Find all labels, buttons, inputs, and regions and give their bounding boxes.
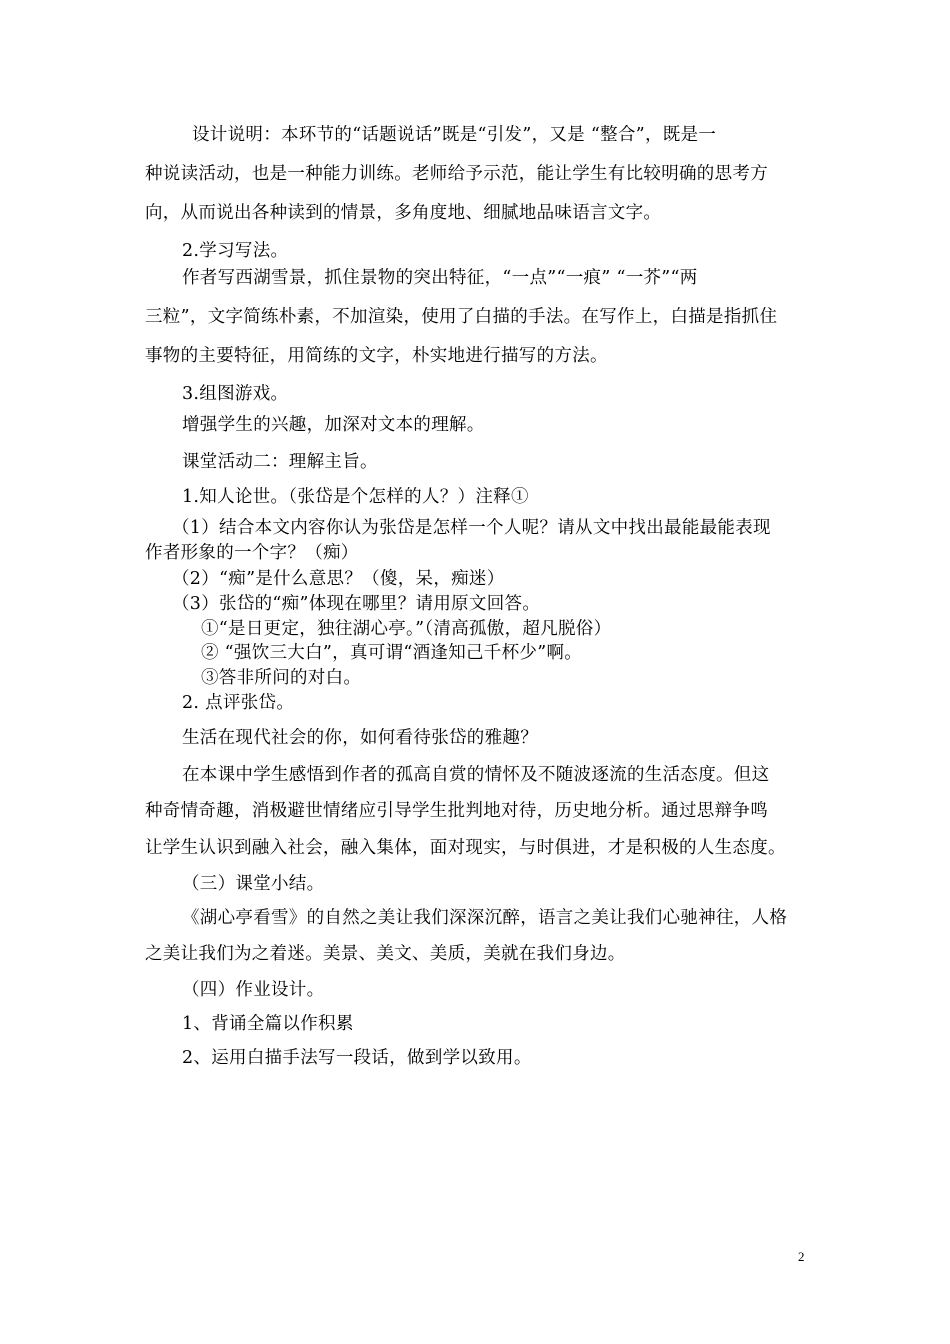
text-line: 在本课中学生感悟到作者的孤高自赏的情怀及不随波逐流的生活态度。但这 xyxy=(182,765,770,785)
text-line: 1.知人论世。（张岱是个怎样的人？）注释① xyxy=(182,487,529,507)
text-line: ③答非所问的对白。 xyxy=(201,668,362,688)
text-line: 2. 点评张岱。 xyxy=(182,693,295,713)
text-line: 设计说明：本环节的“话题说话”既是“引发”，又是 “整合”，既是一 xyxy=(192,125,717,145)
text-line: 《湖心亭看雪》的自然之美让我们深深沉醉，语言之美让我们心驰神往，人格 xyxy=(182,908,788,928)
text-line: （1）结合本文内容你认为张岱是怎样一个人呢？请从文中找出最能最能表现 xyxy=(172,518,771,538)
text-line: 增强学生的兴趣，加深对文本的理解。 xyxy=(182,415,485,435)
text-line: ② “强饮三大白”，真可谓“酒逢知己千杯少”啊。 xyxy=(201,643,583,663)
text-line: 作者写西湖雪景，抓住景物的突出特征，“一点”“一痕” “一芥”“两 xyxy=(182,268,698,288)
text-line: 事物的主要特征，用简练的文字，朴实地进行描写的方法。 xyxy=(145,346,608,366)
text-line: 三粒”，文字简练朴素，不加渲染，使用了白描的手法。在写作上，白描是指抓住 xyxy=(145,307,778,327)
text-line: （2）“痴”是什么意思？（傻，呆，痴迷） xyxy=(172,569,505,589)
text-line: 让学生认识到融入社会，融入集体，面对现实，与时俱进，才是积极的人生态度。 xyxy=(145,838,786,858)
text-line: （3）张岱的“痴”体现在哪里？请用原文回答。 xyxy=(172,594,541,614)
text-line: 种说读活动，也是一种能力训练。老师给予示范，能让学生有比较明确的思考方 xyxy=(145,164,768,184)
text-line: 向，从而说出各种读到的情景，多角度地、细腻地品味语言文字。 xyxy=(145,203,662,223)
text-line: （四）作业设计。 xyxy=(182,980,325,1000)
page-number: 2 xyxy=(798,1249,805,1264)
text-line: 3.组图游戏。 xyxy=(182,384,289,404)
text-line: 种奇情奇趣，消极避世情绪应引导学生批判地对待，历史地分析。通过思辩争鸣 xyxy=(145,801,768,821)
text-line: 作者形象的一个字？（痴） xyxy=(145,543,359,563)
text-line: 2.学习写法。 xyxy=(182,241,289,261)
text-line: 2、运用白描手法写一段话，做到学以致用。 xyxy=(182,1048,532,1068)
text-line: 生活在现代社会的你，如何看待张岱的雅趣？ xyxy=(182,728,538,748)
text-line: 课堂活动二：理解主旨。 xyxy=(182,452,378,472)
text-line: （三）课堂小结。 xyxy=(182,874,325,894)
text-line: 1、背诵全篇以作积累 xyxy=(182,1014,354,1034)
text-line: ①“是日更定，独往湖心亭。”（清高孤傲，超凡脱俗） xyxy=(201,619,612,639)
text-line: 之美让我们为之着迷。美景、美文、美质，美就在我们身边。 xyxy=(145,944,626,964)
